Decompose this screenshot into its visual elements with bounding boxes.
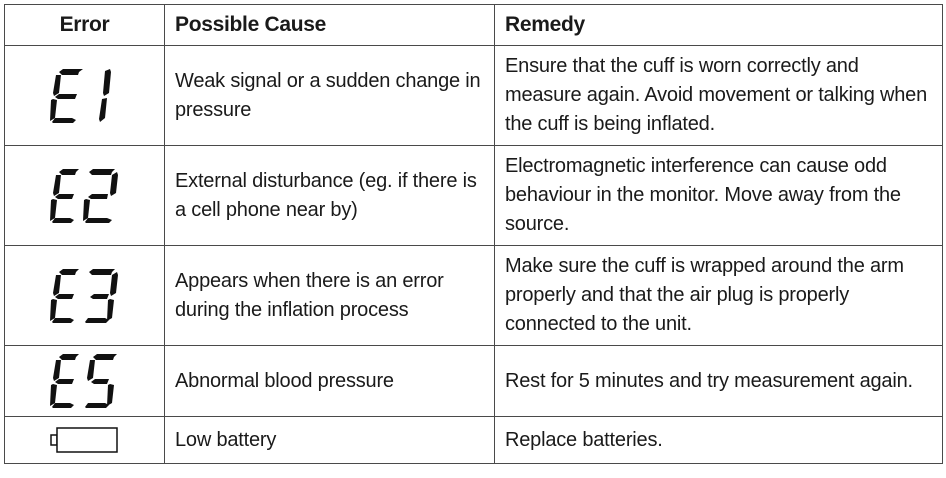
error-code-cell <box>5 46 165 146</box>
table-header-row <box>5 5 943 46</box>
remedy-cell: Replace batteries. <box>495 417 943 464</box>
table-row <box>5 46 943 146</box>
possible-cause-cell: Low battery <box>165 417 495 464</box>
table-row <box>5 346 943 417</box>
seven-segment-e1-icon <box>45 66 125 126</box>
header-possible-cause: Possible Cause <box>165 5 495 46</box>
possible-cause-cell: Abnormal blood pressure <box>165 346 495 417</box>
header-remedy: Remedy <box>495 5 943 46</box>
error-code-cell <box>5 346 165 417</box>
possible-cause-cell: Weak signal or a sudden change in pressure <box>165 46 495 146</box>
header-error: Error <box>5 5 165 46</box>
remedy-cell: Electromagnetic interference can cause odd behaviour in the monitor. Move away from the source. <box>495 146 943 246</box>
table-row <box>5 246 943 346</box>
error-code-cell <box>5 246 165 346</box>
remedy-cell: Make sure the cuff is wrapped around the arm properly and that the air plug is properly connected to the unit. <box>495 246 943 346</box>
seven-segment-e5-icon <box>45 351 125 411</box>
seven-segment-e3-icon <box>45 266 125 326</box>
remedy-cell: Rest for 5 minutes and try measurement again. <box>495 346 943 417</box>
table-row <box>5 417 943 464</box>
possible-cause-cell: External disturbance (eg. if there is a cell phone near by) <box>165 146 495 246</box>
low-battery-icon <box>45 425 125 455</box>
error-code-cell <box>5 146 165 246</box>
error-code-table <box>4 4 943 464</box>
remedy-cell: Ensure that the cuff is worn correctly and measure again. Avoid movement or talking when the cuff is being inflated. <box>495 46 943 146</box>
error-code-cell <box>5 417 165 464</box>
seven-segment-e2-icon <box>45 166 125 226</box>
possible-cause-cell: Appears when there is an error during the inflation process <box>165 246 495 346</box>
table-row <box>5 146 943 246</box>
